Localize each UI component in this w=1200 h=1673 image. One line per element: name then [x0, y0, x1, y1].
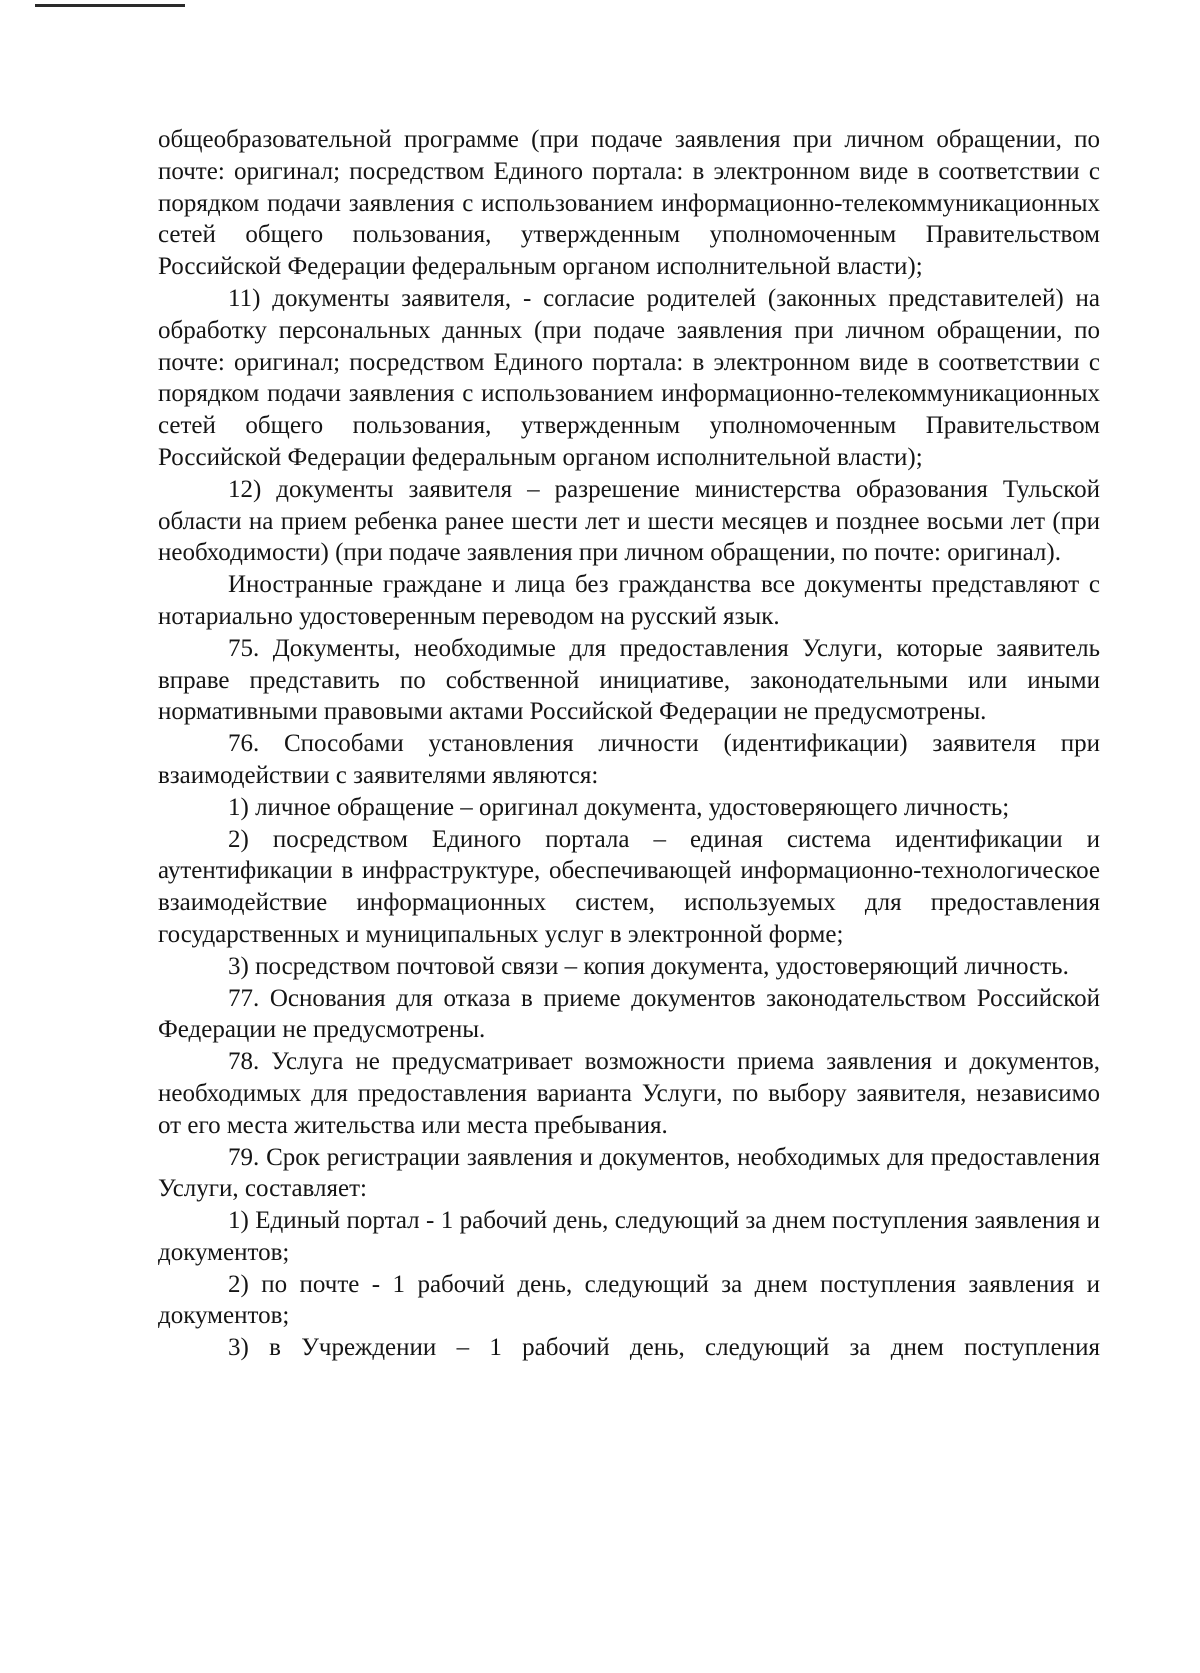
paragraph-clause-79-item-2: 2) по почте - 1 рабочий день, следующий за днем поступления заявления и документов;: [158, 1270, 1100, 1330]
scan-artifact-line: [35, 4, 185, 7]
paragraph-item-11: 11) документы заявителя, - согласие родителей (законных представителей) на обработку персональных данных (при подаче заявления при личном обращении, по почте: оригинал; посредством Единого портала: в электронном виде в соответствии с порядком подачи заявления с использованием информационно-телекоммуникационных сетей общего пользования, утвержденным уполномоченным Правительством Российской Федерации федеральным органом исполнительной власти);: [158, 284, 1100, 471]
paragraph-clause-75: 75. Документы, необходимые для предоставления Услуги, которые заявитель вправе представить по собственной инициативе, законодательными или иными нормативными правовыми актами Российской Федерации не предусмотрены.: [158, 634, 1100, 726]
paragraph-foreign-citizens: Иностранные граждане и лица без гражданства все документы представляют с нотариально удостоверенным переводом на русский язык.: [158, 571, 1100, 630]
paragraph-clause-76-item-1: 1) личное обращение – оригинал документа, удостоверяющего личность;: [228, 793, 1010, 821]
paragraph-clause-77: 77. Основания для отказа в приеме документов законодательством Российской Федерации не предусмотрены.: [158, 984, 1100, 1044]
document-body: [158, 124, 1100, 1364]
paragraph-clause-79-item-1: 1) Единый портал - 1 рабочий день, следующий за днем поступления заявления и документов;: [158, 1207, 1100, 1266]
paragraph-clause-76-item-2: 2) посредством Единого портала – единая система идентификации и аутентификации в инфраструктуре, обеспечивающей информационно-технологическое взаимодействие информационных систем, используемых для предоставления государственных и муниципальных услуг в электронной форме;: [158, 825, 1100, 948]
paragraph-item-12: 12) документы заявителя – разрешение министерства образования Тульской области на прием ребенка ранее шести лет и шести месяцев и позднее восьми лет (при необходимости) (при подаче заявления при личном обращении, по почте: оригинал).: [158, 475, 1100, 567]
paragraph-clause-76-item-3: 3) посредством почтовой связи – копия документа, удостоверяющий личность.: [228, 952, 1069, 980]
paragraph-clause-79-item-3: 3) в Учреждении – 1 рабочий день, следующий за днем поступления: [228, 1334, 1100, 1362]
paragraph-clause-79: 79. Срок регистрации заявления и документов, необходимых для предоставления Услуги, составляет:: [158, 1143, 1100, 1203]
paragraph-clause-78: 78. Услуга не предусматривает возможности приема заявления и документов, необходимых для предоставления варианта Услуги, по выбору заявителя, независимо от его места жительства или места пребывания.: [158, 1048, 1100, 1139]
paragraph-continuation: общеобразовательной программе (при подаче заявления при личном обращении, по почте: оригинал; посредством Единого портала: в электронном виде в соответствии с порядком подачи заявления с использованием информационно-телекоммуникационных сетей общего пользования, утвержденным уполномоченным Правительством Российской Федерации федеральным органом исполнительной власти);: [158, 126, 1100, 281]
paragraph-clause-76: 76. Способами установления личности (идентификации) заявителя при взаимодействии с заявителями являются:: [158, 730, 1100, 789]
